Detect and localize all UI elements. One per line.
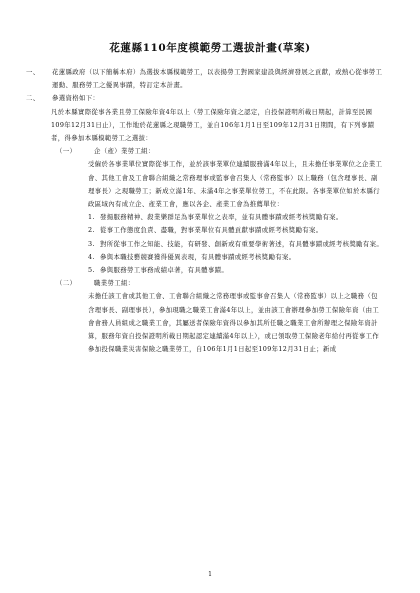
list-item [88,224,384,237]
item-text: 對所從事工作之知能、技能，有研發、創新或有重要學術著述，有具體事蹟或經考核獎勵有案。 [100,239,384,248]
section-number: 二、 [26,94,40,103]
item-number: 3. [88,239,95,248]
list-item [88,211,384,224]
page-number: 1 [208,571,212,578]
list-item [88,264,384,277]
subsection-2-paragraph: 未擔任該工會或其他工會、工會聯合組織之常務理事或監事會召集人（常務監事）以上之職務（包含理事長、副理事長），參加現職之職業工會滿4年以上，並由該工會辦理參加勞工保險年資（由工會會務人員組成之職業工會，其屬送者保險年資得以參加其所任職之職業工會所辦理之保險年資計算，服務年資自投保證明所載日期起認定連續滿4年以上），或已領取勞工保險老年給付再從事工作參加投保職業災害保險之職業勞工，自106年1月1日起至109年12月31日止；新成 [88,292,380,354]
item-text: 參與本職技藝競賽獲得優異表現，有具體事蹟或經考核獎勵有案。 [100,252,296,261]
item-number: 2. [88,226,95,235]
section-2-intro: 凡於本縣實際從事各業且勞工保險年資4年以上（勞工保險年資之認定，自投保證明所載日期起，計算至民國109年12月31日止），工作地於花蓮縣之現職勞工，並自106年1月1日至109年12月31日期間，有下列事蹟者，得參加本縣模範勞工之選拔： [51,107,375,143]
item-text: 從事工作態度負責、盡職，對事業單位有具體貢獻事蹟或經考核獎勵有案。 [100,226,323,235]
subsection-2 [56,277,381,290]
subsection-1 [56,145,381,158]
section-1 [0,66,386,92]
subsection-label: 職業勞工組： [94,279,135,288]
item-text: 參與服務勞工事務成績卓著，有具體事蹟。 [100,266,229,275]
section-text: 參選資格如下： [52,94,100,103]
subsection-1-paragraph: 受僱於各事業單位實際從事工作，並於該事業單位連續服務滿4年以上，且未擔任事業單位之企業工會、其他工會及工會聯合組織之常務理事或監事會召集人（常務監事）以上職務（包含理事長、副理事長）之現職勞工；新成立滿1年、未滿4年之事業單位勞工，不在此限。各事業單位如於本縣行政區域內有成立企、產業工會，應以各企、產業工會為推薦單位： [88,160,383,209]
section-text: 花蓮縣政府（以下簡稱本府）為選拔本縣模範勞工，以表揚勞工對國家建設與經濟發展之貢獻，或熱心從事勞工運動、服務勞工之優異事蹟，特訂定本計畫。 [52,68,383,90]
item-text: 發揚服務精神、殺業樂群足為事業單位之表率，並有具體事蹟或經考核獎勵有案。 [100,213,343,222]
subsection-label: 企（產）業勞工組： [94,147,155,156]
document-title: 花蓮縣110年度模範勞工選拔計畫(草案) [109,42,311,54]
subsection-number: （二） [56,279,77,288]
section-2 [0,92,386,105]
item-number: 1. [88,213,95,222]
item-number: 5. [88,266,95,275]
item-number: 4. [88,252,95,261]
list-item [88,251,384,264]
section-number: 一、 [26,68,40,76]
document-body [0,66,420,356]
list-item [88,238,384,251]
subsection-number: （一） [56,147,77,156]
